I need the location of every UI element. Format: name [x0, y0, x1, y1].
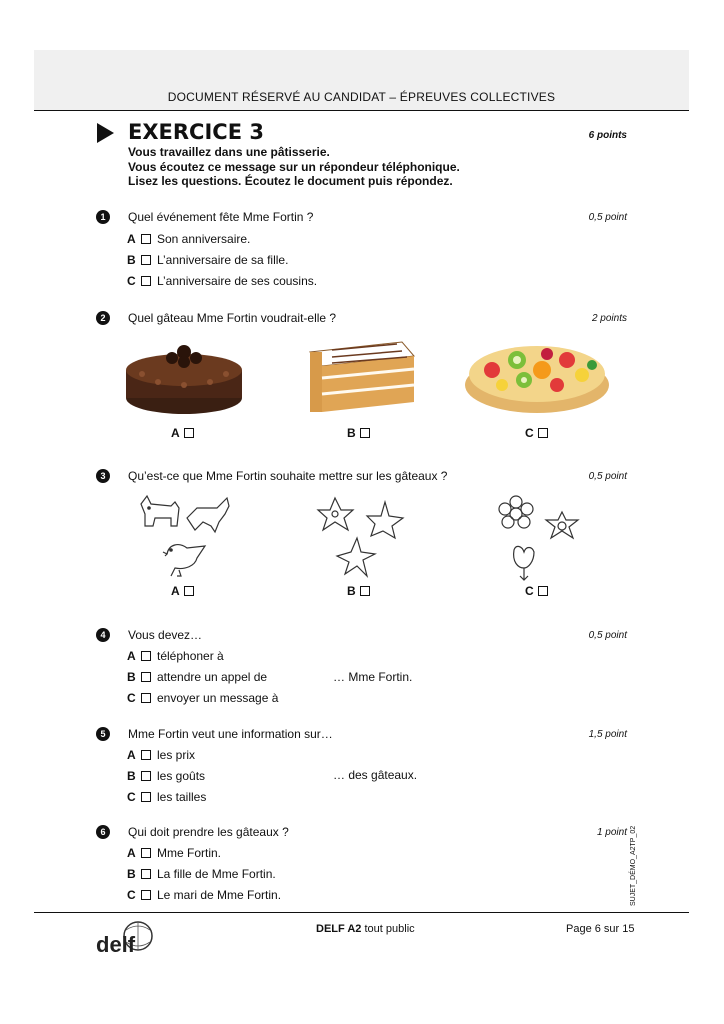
animal-shapes-image [135, 492, 235, 580]
option-letter: C [127, 691, 136, 705]
checkbox[interactable] [184, 586, 194, 596]
option-letter: B [127, 867, 136, 881]
label-letter: C [525, 426, 534, 440]
header-divider [34, 110, 689, 111]
question-4-options [127, 648, 278, 706]
instruction-line: Lisez les questions. Écoutez le document puis répondez. [128, 174, 453, 188]
option-text: Mme Fortin. [157, 846, 222, 860]
exercise-title: EXERCICE 3 [128, 120, 264, 144]
answer-label-a[interactable] [171, 584, 200, 598]
option-letter: B [127, 670, 136, 684]
question-number: 1 [96, 210, 110, 224]
question-number: 3 [96, 469, 110, 483]
option-text: attendre un appel de [157, 670, 268, 684]
footer-divider [34, 912, 689, 913]
answer-label-c[interactable] [525, 584, 554, 598]
option-text: Le mari de Mme Fortin. [157, 888, 282, 902]
question-2-text: Quel gâteau Mme Fortin voudrait-elle ? [128, 311, 337, 325]
fruit-tart-image [462, 330, 612, 418]
option-letter: A [127, 232, 136, 246]
option-text: téléphoner à [157, 649, 224, 663]
question-4-text: Vous devez… [128, 628, 203, 642]
question-number: 6 [96, 825, 110, 839]
flower-shapes-image [490, 490, 585, 585]
option-c[interactable] [127, 273, 317, 289]
exercise-points: 6 points [588, 130, 627, 141]
star-shapes-image [315, 492, 410, 582]
option-text: L’anniversaire de ses cousins. [157, 274, 318, 288]
instruction-line: Vous travaillez dans une pâtisserie. [128, 145, 330, 159]
label-letter: B [347, 584, 356, 598]
question-4-suffix: … Mme Fortin. [333, 670, 413, 684]
option-letter: A [127, 649, 136, 663]
exam-name [316, 923, 415, 935]
option-c[interactable] [127, 690, 278, 706]
document-header: DOCUMENT RÉSERVÉ AU CANDIDAT – ÉPREUVES COLLECTIVES [167, 90, 556, 104]
play-triangle-icon [97, 123, 114, 143]
mille-feuille-image [302, 332, 420, 417]
checkbox[interactable] [141, 672, 151, 682]
answer-label-c[interactable] [525, 426, 554, 440]
option-text: envoyer un message à [157, 691, 279, 705]
question-2-points: 2 points [591, 313, 627, 324]
checkbox[interactable] [141, 234, 151, 244]
checkbox[interactable] [538, 586, 548, 596]
page-number: Page 6 sur 15 [566, 923, 635, 935]
option-letter: B [127, 253, 136, 267]
checkbox[interactable] [141, 276, 151, 286]
answer-label-a[interactable] [171, 426, 200, 440]
option-a[interactable] [127, 747, 206, 763]
option-letter: A [127, 748, 136, 762]
instructions [128, 145, 460, 189]
option-text: La fille de Mme Fortin. [157, 867, 276, 881]
question-5-text: Mme Fortin veut une information sur… [128, 727, 333, 741]
checkbox[interactable] [141, 693, 151, 703]
checkbox[interactable] [360, 428, 370, 438]
instruction-line: Vous écoutez ce message sur un répondeur téléphonique. [128, 159, 460, 174]
question-3-points: 0,5 point [588, 471, 627, 482]
option-text: Son anniversaire. [157, 232, 251, 246]
option-a[interactable] [127, 648, 278, 664]
option-text: les prix [157, 748, 196, 762]
question-1-points: 0,5 point [588, 212, 627, 223]
option-letter: B [127, 769, 136, 783]
question-5-options [127, 747, 206, 805]
checkbox[interactable] [141, 651, 151, 661]
label-letter: B [347, 426, 356, 440]
option-letter: A [127, 846, 136, 860]
checkbox[interactable] [141, 792, 151, 802]
logo-text: delf [96, 932, 136, 957]
label-letter: A [171, 426, 180, 440]
checkbox[interactable] [141, 869, 151, 879]
document-code: SUJET_DÉMO_A2TP_02 [630, 825, 637, 906]
option-text: les goûts [157, 769, 206, 783]
option-text: les tailles [157, 790, 207, 804]
option-b[interactable] [127, 669, 278, 685]
checkbox[interactable] [141, 848, 151, 858]
label-letter: A [171, 584, 180, 598]
question-1-text: Quel événement fête Mme Fortin ? [128, 210, 314, 224]
option-text: L’anniversaire de sa fille. [157, 253, 289, 267]
question-6-text: Qui doit prendre les gâteaux ? [128, 825, 289, 839]
checkbox[interactable] [141, 771, 151, 781]
question-3-text: Qu’est-ce que Mme Fortin souhaite mettre sur les gâteaux ? [128, 469, 448, 483]
question-number: 2 [96, 311, 110, 325]
checkbox[interactable] [141, 255, 151, 265]
option-letter: C [127, 274, 136, 288]
checkbox[interactable] [360, 586, 370, 596]
checkbox[interactable] [184, 428, 194, 438]
question-number: 4 [96, 628, 110, 642]
question-1-options [127, 231, 317, 289]
option-a[interactable] [127, 845, 281, 861]
answer-label-b[interactable] [347, 584, 376, 598]
option-b[interactable] [127, 866, 281, 882]
checkbox[interactable] [141, 890, 151, 900]
question-number: 5 [96, 727, 110, 741]
option-letter: C [127, 888, 136, 902]
option-letter: C [127, 790, 136, 804]
checkbox[interactable] [538, 428, 548, 438]
chocolate-cake-image [122, 330, 247, 420]
option-b[interactable] [127, 768, 206, 784]
option-b[interactable] [127, 252, 317, 268]
question-6-points: 1 point [596, 827, 627, 838]
exam-level: DELF A2 [316, 923, 362, 935]
question-5-suffix: … des gâteaux. [333, 768, 418, 782]
label-letter: C [525, 584, 534, 598]
question-5-points: 1,5 point [588, 729, 627, 740]
option-a[interactable] [127, 231, 317, 247]
delf-logo-icon [96, 918, 156, 962]
question-4-points: 0,5 point [588, 630, 627, 641]
option-c[interactable] [127, 887, 281, 903]
checkbox[interactable] [141, 750, 151, 760]
exam-audience: tout public [361, 923, 415, 935]
question-6-options [127, 845, 281, 903]
answer-label-b[interactable] [347, 426, 376, 440]
option-c[interactable] [127, 789, 206, 805]
